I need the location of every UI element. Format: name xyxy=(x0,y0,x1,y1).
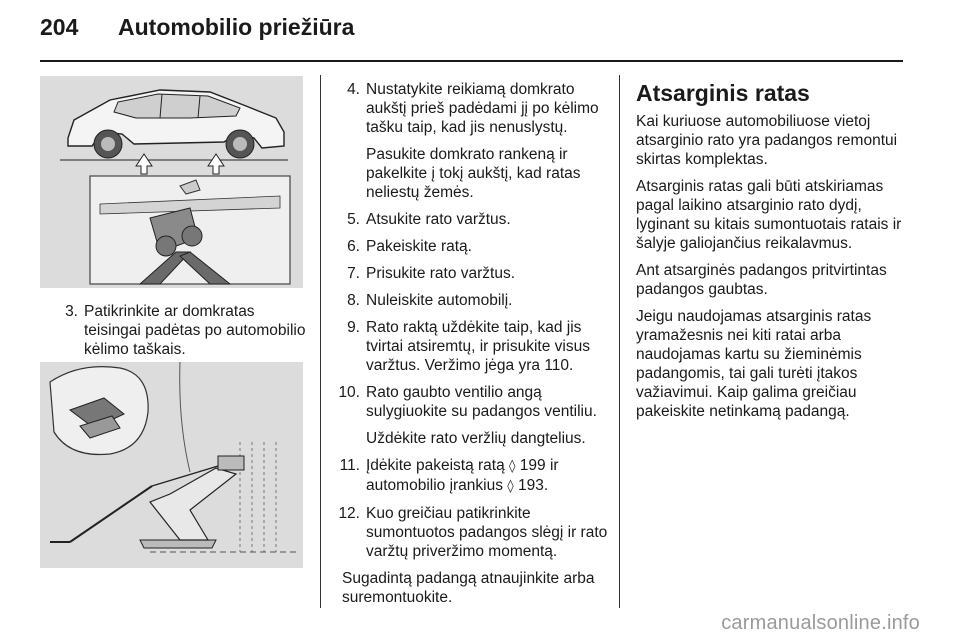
page-title: Automobilio priežiūra xyxy=(118,14,355,40)
step-text: Nuleiskite automobilį. xyxy=(366,292,513,309)
step-text: Nustatykite reikiamą domkrato aukštį prieš padėdami jį po kėlimo tašku taip, kad jis nenuslystų. xyxy=(366,81,599,136)
step-subtext: Uždėkite rato veržlių dangtelius. xyxy=(366,430,586,447)
middle-column xyxy=(322,80,608,607)
step-9 xyxy=(322,318,608,375)
step-text: Patikrinkite ar domkratas teisingai padėtas po automobilio kėlimo taškais. xyxy=(84,303,306,358)
step-text: Kuo greičiau patikrinkite sumontuotos padangos slėgį ir rato varžtų priveržimo momentą. xyxy=(366,505,608,560)
column-divider-left xyxy=(320,75,321,608)
step-number: 11. xyxy=(339,457,360,474)
step-number: 6. xyxy=(347,238,360,255)
column-divider-right xyxy=(619,75,620,608)
step-text: 193. xyxy=(513,477,549,494)
step-subtext: Pasukite domkrato rankeną ir pakelkite į tokį aukštį, kad ratas neliestų žemės. xyxy=(366,146,581,201)
step-number: 12. xyxy=(338,505,360,522)
section-heading: Atsarginis ratas xyxy=(636,80,810,106)
step-3 xyxy=(40,302,312,359)
repair-note: Sugadintą padangą atnaujinkite arba suremontuokite. xyxy=(342,570,595,606)
step-text: Rato raktą uždėkite taip, kad jis tvirtai atsiremtų, ir prisukite visus varžtus. Veržimo jėga yra 110. xyxy=(366,319,590,374)
jack-placement-illustration xyxy=(40,362,303,568)
watermark: carmanualsonline.info xyxy=(721,612,920,634)
right-column xyxy=(636,80,906,429)
step-text: Rato gaubto ventilio angą sulygiuokite su padangos ventiliu. xyxy=(366,384,597,420)
step-number: 5. xyxy=(347,211,360,228)
step-text: Atsukite rato varžtus. xyxy=(366,211,511,228)
step-text: Prisukite rato varžtus. xyxy=(366,265,516,282)
step-text: 199 ir automobilio įrankius xyxy=(366,457,559,494)
step-10 xyxy=(322,383,608,448)
step-text: Įdėkite pakeistą ratą xyxy=(366,457,510,474)
car-lift-points-illustration xyxy=(40,76,303,288)
step-7 xyxy=(322,264,608,283)
paragraph: Kai kuriuose automobiliuose vietoj atsarginio rato yra padangos remontui skirtas komplektas. xyxy=(636,113,898,168)
step-number: 4. xyxy=(347,81,360,98)
step-5 xyxy=(322,210,608,229)
paragraph: Ant atsarginės padangos pritvirtintas padangos gaubtas. xyxy=(636,262,887,298)
page-number: 204 xyxy=(40,14,79,40)
header-rule xyxy=(40,60,903,62)
page-ref-icon[interactable]: ◊ xyxy=(507,479,514,494)
step-12 xyxy=(322,504,608,561)
page-ref-icon[interactable]: ◊ xyxy=(509,459,516,474)
step-number: 7. xyxy=(347,265,360,282)
left-column xyxy=(40,302,312,367)
paragraph: Atsarginis ratas gali būti atskiriamas pagal laikino atsarginio rato dydį, lyginant su kitais sumontuotais ratais ir šalyje galiojančius reikalavmus. xyxy=(636,178,902,252)
step-number: 9. xyxy=(347,319,360,336)
step-number: 10. xyxy=(338,384,360,401)
step-8 xyxy=(322,291,608,310)
step-6 xyxy=(322,237,608,256)
paragraph: Jeigu naudojamas atsarginis ratas yramažesnis nei kiti ratai arba naudojamas kartu su žieminėmis padangomis, tai gali turėti įtakos važiavimui. Kaip galima greičiau pakeiskite netinkamą padangą. xyxy=(636,308,872,420)
step-number: 8. xyxy=(347,292,360,309)
step-text: Pakeiskite ratą. xyxy=(366,238,472,255)
step-11 xyxy=(322,456,608,496)
step-4 xyxy=(322,80,608,202)
step-number: 3. xyxy=(65,303,78,320)
